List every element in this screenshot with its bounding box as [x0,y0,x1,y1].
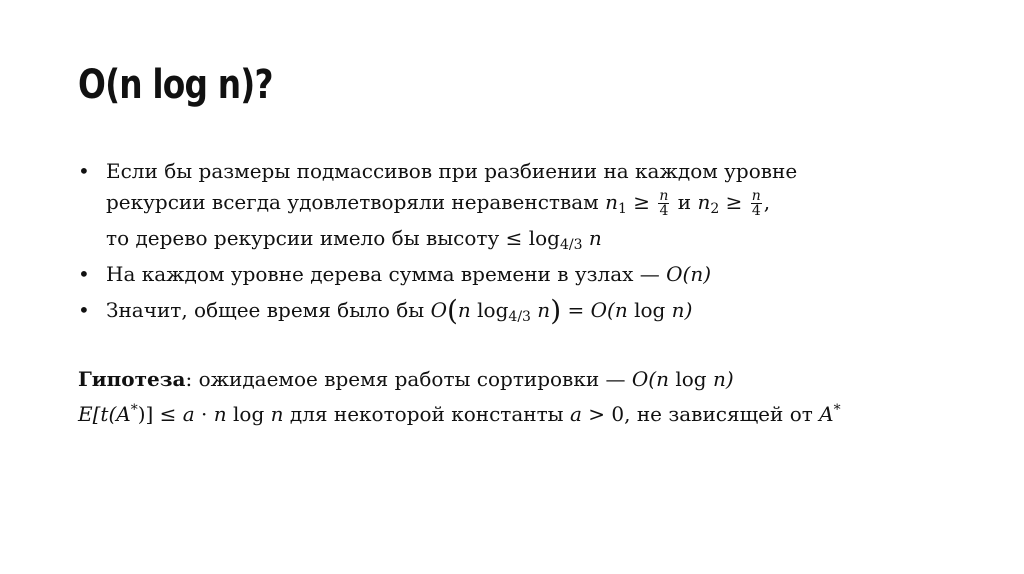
bullet-2 [106,262,711,286]
bullet-1-line-3 [106,226,602,254]
bullet-3: Значит, общее время было бы O(n $\log_{4/3} n) = O(n$ log n) [106,294,693,327]
hypothesis-line-2 [78,402,841,426]
math-on-open: O( [631,367,657,391]
math-on-open: O( [590,298,615,322]
math-star: * [130,402,138,418]
math-log: log [675,367,707,391]
math-geq-1: ≥ [626,190,657,214]
bullet-1-line-3-text: то дерево рекурсии имело бы высоту ≤ [106,226,529,250]
math-n: n [671,298,685,322]
math-close: ) [684,298,693,322]
math-cdot: · [194,402,214,426]
math-n: n [213,402,227,426]
hypothesis-label: Гипотеза [78,367,186,391]
math-n: n [712,367,726,391]
math-log: log [477,298,509,322]
math-gt0: > 0 [581,402,625,426]
math-close: ) [725,367,734,391]
hypothesis-line-1 [78,367,734,391]
math-sub1: 1 [617,201,627,218]
math-log: log [634,298,666,322]
fraction-numerator: n [659,188,669,204]
math-sub2: 2 [710,201,720,218]
bullet-marker: • [78,262,90,286]
bullet-3-text: Значит, общее время было бы [106,298,431,322]
fraction-denominator: 4 [659,203,669,219]
math-star: * [833,402,841,418]
math-eq: = [561,298,591,322]
math-a: a [569,402,582,426]
fraction-denominator: 4 [751,203,761,219]
math-o-n: O(n) [666,262,712,286]
math-log-base: 4/3 [559,237,583,254]
bullet-marker: • [78,159,90,183]
math-log: log [528,226,560,250]
bullet-2-text: На каждом уровне дерева сумма времени в узлах — [106,262,667,286]
math-n: n [588,226,602,250]
math-A: A [819,402,834,426]
hypothesis-line-2-mid: для некоторой константы [283,402,570,426]
math-n: n [270,402,284,426]
bullet-1-line-2-text: рекурсии всегда удовлетворяли неравенствам [106,190,606,214]
math-n2: n [697,190,711,214]
fraction-numerator: n [751,188,761,204]
math-n: n [457,298,471,322]
math-comma: , [763,190,771,214]
bullet-1-line-2 [106,189,770,218]
math-n: n [656,367,669,391]
math-log: log [233,402,265,426]
math-expectation: E[t(A [78,402,131,426]
bullet-1-line-1: Если бы размеры подмассивов при разбиении на каждом уровне [106,159,798,183]
math-a: a [182,402,195,426]
math-n: n [614,298,628,322]
math-big-o: O [430,298,447,322]
fraction-n-over-4 [658,189,669,218]
math-expect-close: )] ≤ [137,402,183,426]
hypothesis-text: : ожидаемое время работы сортировки — [185,367,632,391]
math-n1: n [605,190,618,214]
hypothesis-line-2-end: , не зависящей от [624,402,820,426]
math-n: n [537,298,551,322]
fraction-n-over-4-second [751,189,762,218]
bullet-marker: • [78,298,90,322]
math-geq-2: ≥ [719,190,749,214]
slide-title: O(n log n)? [78,62,273,108]
bullet-1-and: и [671,190,698,214]
math-log-base: 4/3 [508,309,531,326]
